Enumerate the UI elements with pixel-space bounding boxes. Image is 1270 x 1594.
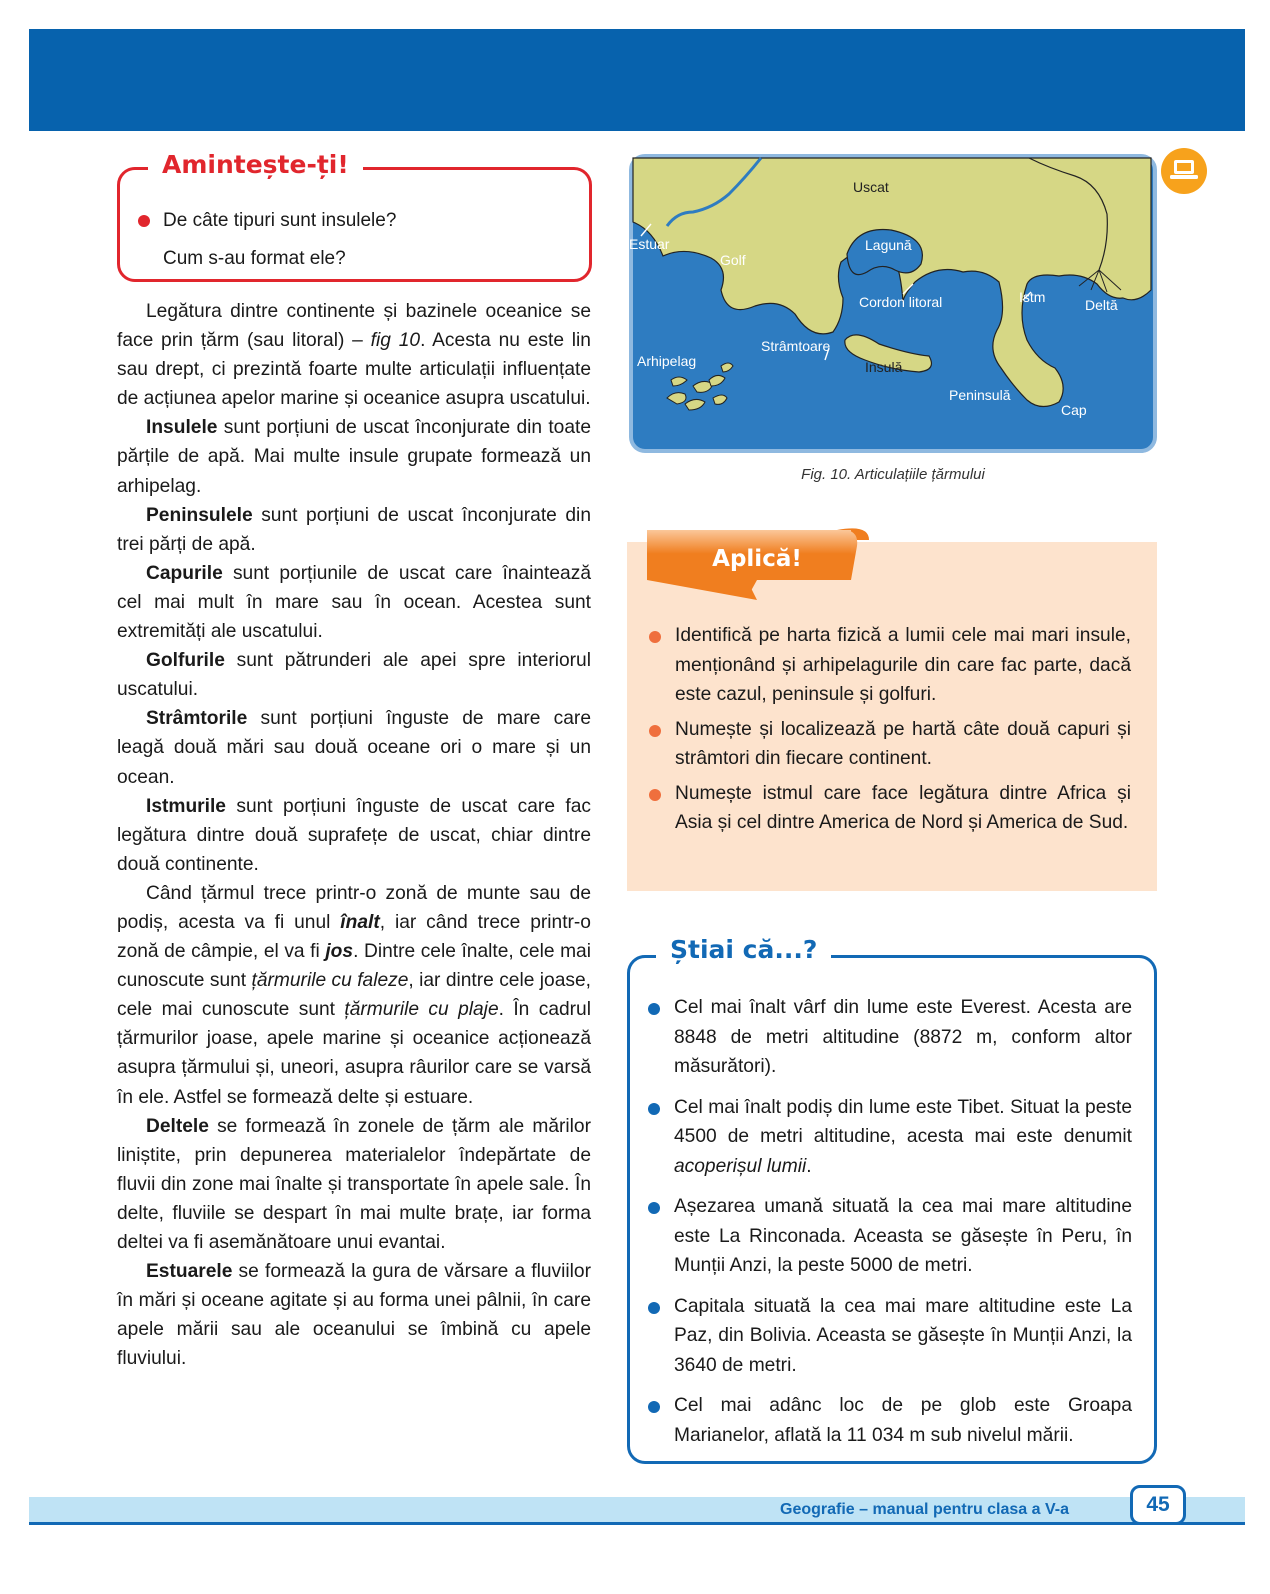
- fact-item: Cel mai înalt podiș din lume este Tibet. Situat la peste 4500 de metri altitudine, acesta mai este denumit acoperișul lumii.: [648, 1093, 1132, 1182]
- bullet-icon: [138, 215, 150, 227]
- map-label-stramtoare: Strâmtoare: [761, 338, 831, 354]
- paragraph-istmuri: Istmurile sunt porțiuni înguste de uscat care fac legătura dintre două suprafețe de uscat, chiar dintre două continente.: [117, 795, 591, 875]
- map-label-istm: Istm: [1019, 289, 1046, 305]
- remember-title: Amintește-ți!: [148, 150, 363, 179]
- coast-articulations-map: [629, 154, 1157, 453]
- remember-box: [117, 150, 592, 282]
- did-you-know-list: [648, 993, 1132, 1461]
- remember-list: [138, 202, 396, 278]
- map-label-cordon: Cordon litoral: [859, 294, 943, 310]
- did-you-know-box: [627, 935, 1157, 1464]
- map-label-estuar: Estuar: [629, 236, 670, 252]
- fact-item: Capitala situată la cea mai mare altitudine este La Paz, din Bolivia. Aceasta se găsește în Munții Anzi, la 3640 de metri.: [648, 1292, 1132, 1381]
- map-label-insula: Insulă: [865, 359, 903, 375]
- apply-item: Numește și localizează pe hartă câte două capuri și strâmtori din fiecare continent.: [649, 715, 1131, 774]
- map-label-arhipelag: Arhipelag: [637, 353, 697, 369]
- laptop-icon: [1161, 148, 1207, 194]
- paragraph-estuarele: Estuarele se formează la gura de vărsare a fluviilor în mări și oceane agitate și au forma unei pâlnii, în care apele mării sau ale oceanului se îmbină cu apele fluviului.: [117, 1261, 591, 1370]
- apply-list: [649, 621, 1131, 843]
- bullet-icon: [648, 1003, 660, 1015]
- map-label-peninsula: Peninsulă: [949, 387, 1011, 403]
- did-you-know-title: Știai că...?: [656, 935, 831, 964]
- bullet-icon: [649, 789, 661, 801]
- fact-item: Așezarea umană situată la cea mai mare altitudine este La Rinconada. Aceasta se găsește în Peru, în Munții Anzi, la peste 5000 de metri.: [648, 1192, 1132, 1281]
- main-text: [117, 297, 591, 1373]
- bullet-icon: [648, 1302, 660, 1314]
- paragraph-peninsule: Peninsulele sunt porțiuni de uscat înconjurate din trei părți de apă.: [117, 504, 591, 555]
- apply-item: Numește istmul care face legătura dintre Africa și Asia și cel dintre America de Nord și America de Sud.: [649, 779, 1131, 838]
- map-label-golf: Golf: [720, 252, 746, 268]
- paragraph-relief: Când țărmul trece printr-o zonă de munte sau de podiș, acesta va fi unul înalt, iar când trece printr-o zonă de câmpie, el va fi jos. Dintre cele înalte, cele mai cunoscute sunt țărmurile cu faleze, iar dintre cele joase, cele mai cunoscute sunt țărmurile cu plaje. În cadrul țărmurilor joase, apele marine și oceanice acționează asupra țărmului și, uneori, asupra râurilor care se varsă în ele. Astfel se formează delte și estuare.: [117, 882, 591, 1108]
- bullet-icon: [648, 1401, 660, 1413]
- map-label-laguna: Lagună: [865, 237, 912, 253]
- remember-question: Cum s-au format ele?: [163, 248, 346, 269]
- remember-question: De câte tipuri sunt insulele?: [138, 202, 396, 240]
- fact-item: Cel mai înalt vârf din lume este Everest. Acesta are 8848 de metri altitudine (8872 m, conform altor măsurători).: [648, 993, 1132, 1082]
- map-label-uscat: Uscat: [853, 179, 889, 195]
- fact-item: Cel mai adânc loc de pe glob este Groapa Marianelor, aflată la 11 034 m sub nivelul mării.: [648, 1391, 1132, 1450]
- page-number: 45: [1130, 1485, 1186, 1525]
- bullet-icon: [649, 725, 661, 737]
- paragraph-stramtori: Strâmtorile sunt porțiuni înguste de mare care leagă două mări sau două oceane ori o mare și un ocean.: [117, 708, 591, 788]
- paragraph-golfuri: Golfurile sunt pătrunderi ale apei spre interiorul uscatului.: [117, 650, 591, 701]
- footer-title: Geografie – manual pentru clasa a V-a: [780, 1501, 1069, 1518]
- bullet-icon: [649, 631, 661, 643]
- bullet-icon: [648, 1103, 660, 1115]
- paragraph-deltele: Deltele se formează în zonele de țărm ale mărilor liniștite, prin depunerea materialelor îndepărtate de fluvii din zone mai înalte și transportate în apele sale. În delte, fluviile se despart în mai multe brațe, iar forma deltei va fi asemănătoare unui evantai.: [117, 1115, 591, 1253]
- paragraph-insule: Insulele sunt porțiuni de uscat înconjurate din toate părțile de apă. Mai multe insule grupate formează un arhipelag.: [117, 417, 591, 497]
- map-label-delta: Deltă: [1085, 297, 1118, 313]
- header-bar: [29, 29, 1245, 131]
- apply-title: Aplică!: [712, 546, 802, 572]
- paragraph-intro: Legătura dintre continente și bazinele oceanice se face prin țărm (sau litoral) – fig 10. Acesta nu este lin sau drept, ci prezintă foarte multe articulații influențate de acțiunea apelor marine și oceanice asupra uscatului.: [117, 301, 591, 410]
- apply-item: Identifică pe harta fizică a lumii cele mai mari insule, menționând și arhipelagurile din care fac parte, dacă este cazul, peninsule și golfuri.: [649, 621, 1131, 710]
- paragraph-capuri: Capurile sunt porțiunile de uscat care înaintează cel mai mult în mare sau în ocean. Acestea sunt extremități ale uscatului.: [117, 562, 591, 643]
- figure-caption: Fig. 10. Articulațiile țărmului: [801, 466, 985, 483]
- map-label-cap: Cap: [1061, 402, 1087, 418]
- bullet-icon: [648, 1202, 660, 1214]
